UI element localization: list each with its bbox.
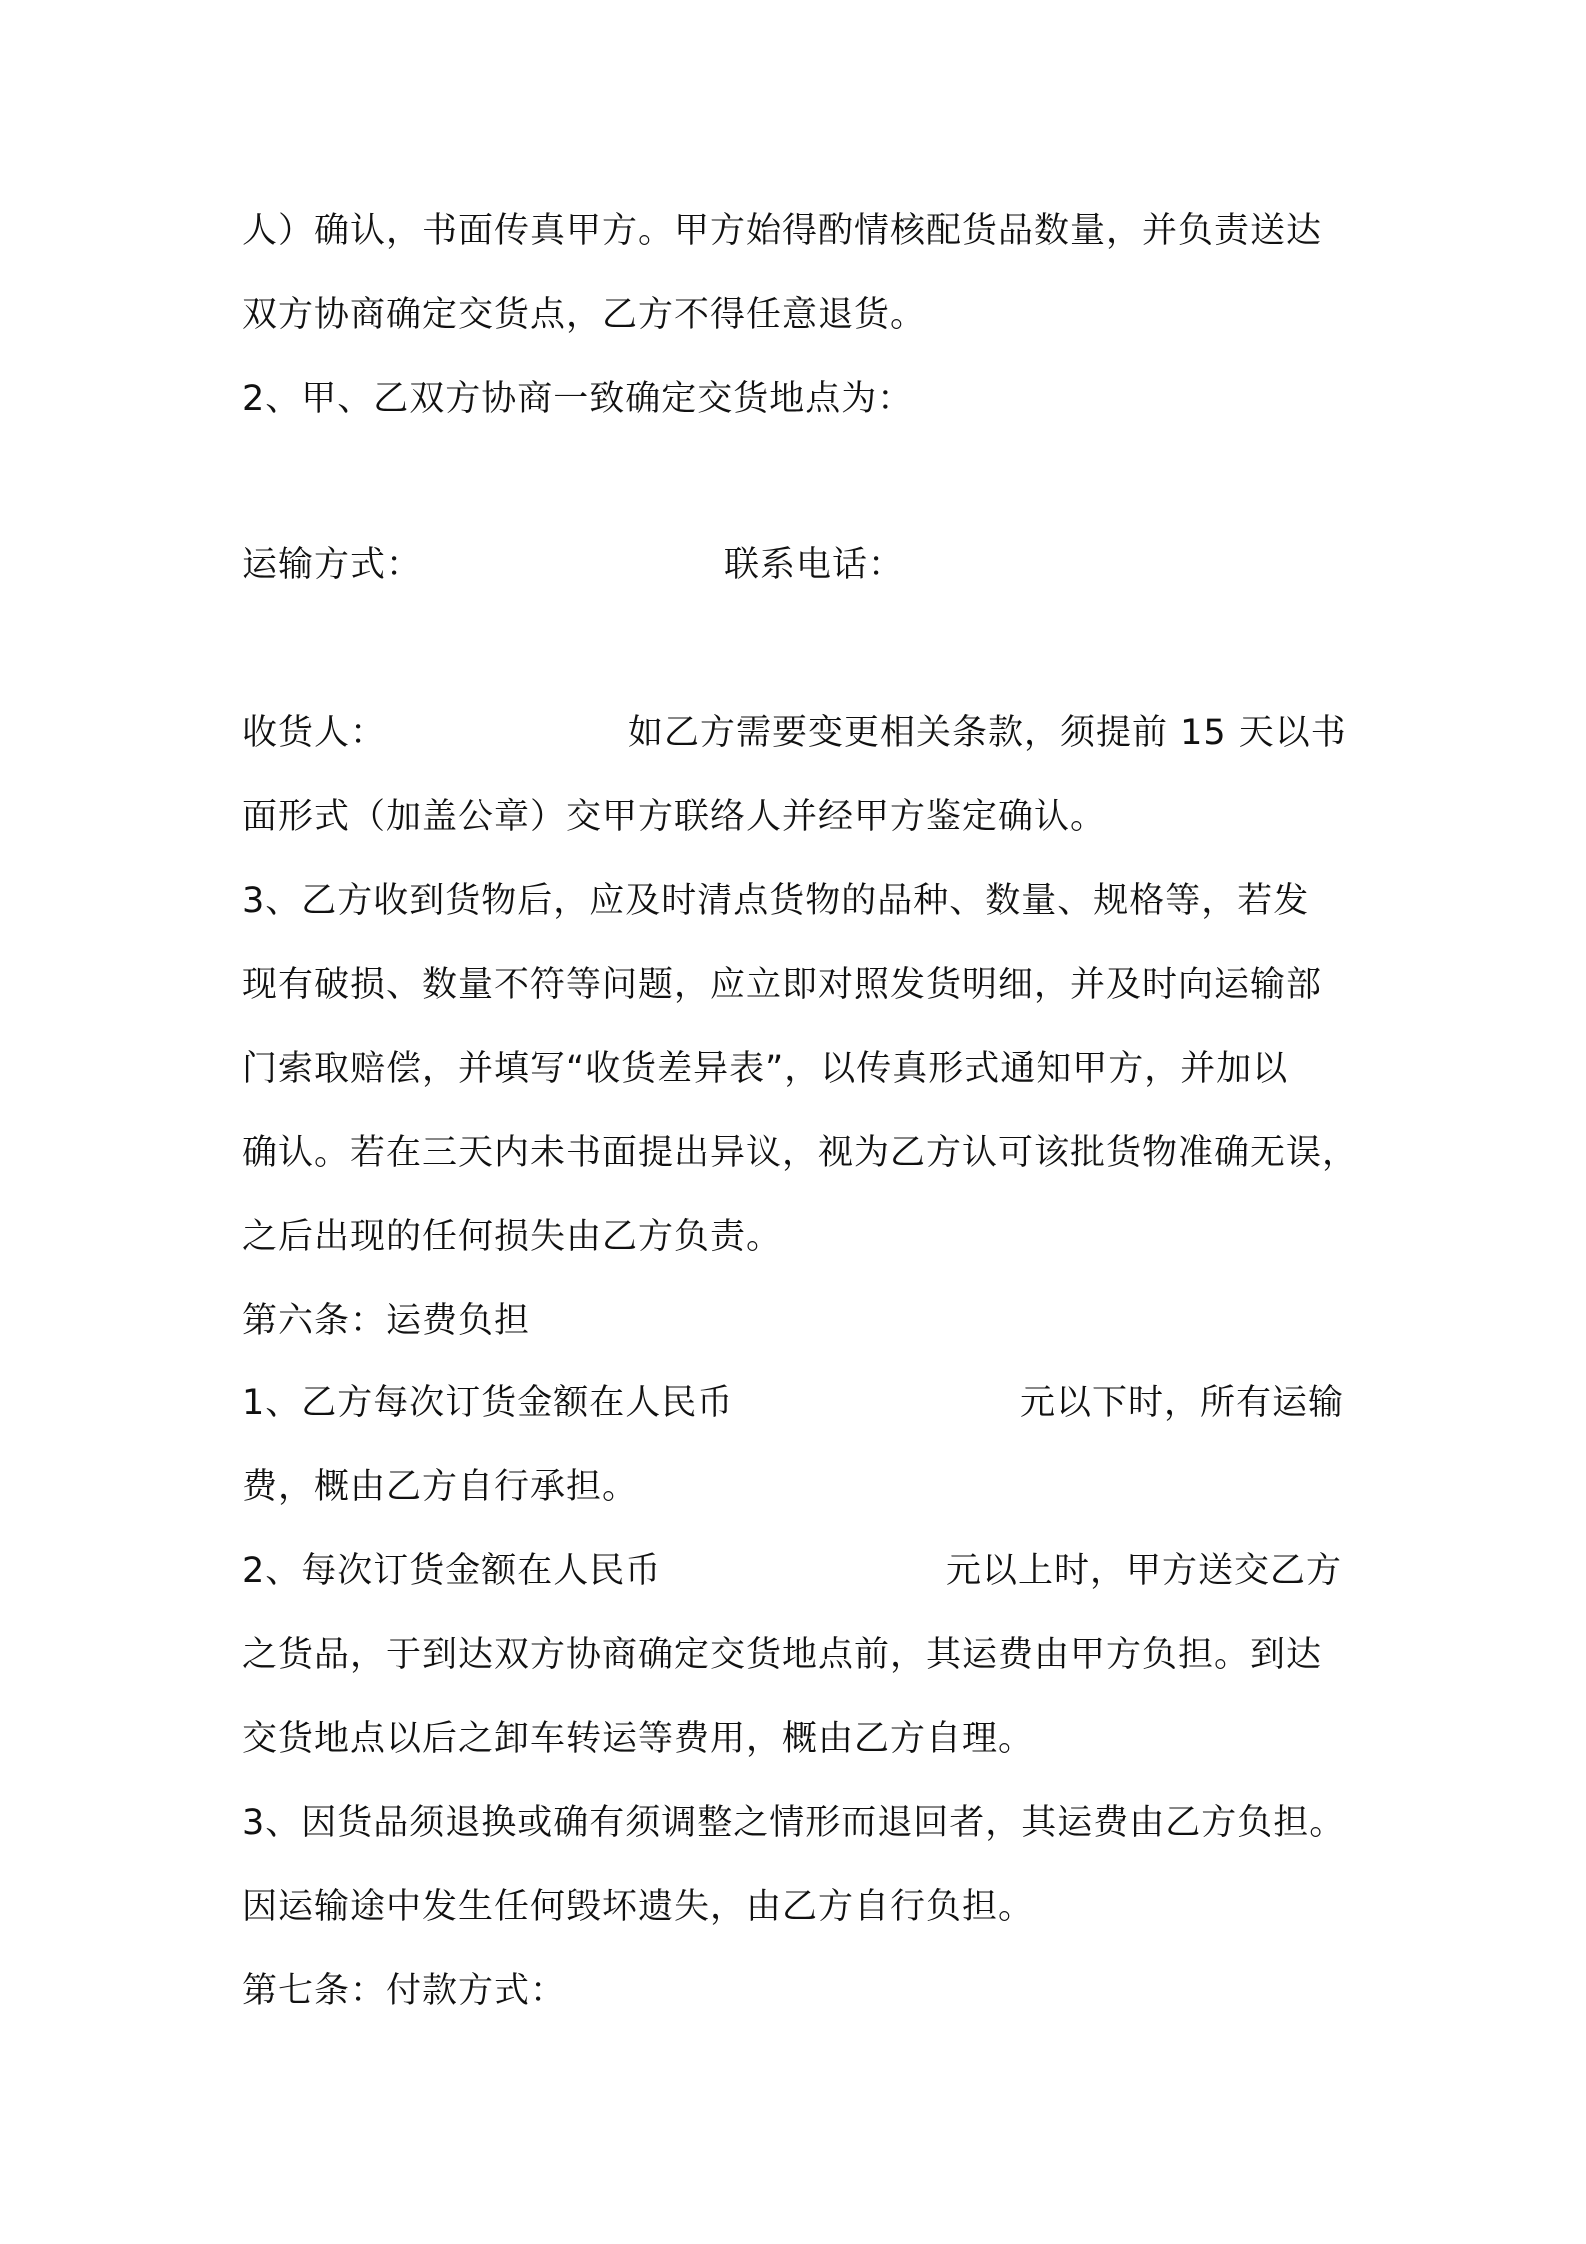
text-line: 3、因货品须退换或确有须调整之情形而退回者，其运费由乙方负担。 <box>242 1803 1346 1843</box>
text-line: 因运输途中发生任何毁坏遗失，由乙方自行负担。 <box>242 1887 1035 1927</box>
text-line: 3、乙方收到货物后，应及时清点货物的品种、数量、规格等，若发 <box>242 881 1310 921</box>
freight-clause-1-right: 元以下时，所有运输 <box>1020 1383 1345 1423</box>
change-clause: 如乙方需要变更相关条款，须提前 15 天以书 <box>628 713 1347 753</box>
section-heading: 第六条：运费负担 <box>242 1301 531 1341</box>
text-line: 现有破损、数量不符等问题，应立即对照发货明细，并及时向运输部 <box>242 965 1323 1005</box>
text-line: 确认。若在三天内未书面提出异议，视为乙方认可该批货物准确无误， <box>242 1133 1359 1173</box>
consignee-label: 收货人： <box>242 713 387 753</box>
text-line: 人）确认，书面传真甲方。甲方始得酌情核配货品数量，并负责送达 <box>242 211 1323 251</box>
freight-clause-2-left: 2、每次订货金额在人民币 <box>242 1551 662 1591</box>
text-line: 交货地点以后之卸车转运等费用，概由乙方自理。 <box>242 1719 1035 1759</box>
freight-clause-2-right: 元以上时，甲方送交乙方 <box>946 1551 1343 1591</box>
text-line: 2、甲、乙双方协商一致确定交货地点为： <box>242 379 914 419</box>
transport-label: 运输方式： <box>242 545 423 585</box>
text-line: 费，概由乙方自行承担。 <box>242 1467 639 1507</box>
section-heading: 第七条：付款方式： <box>242 1971 567 2011</box>
phone-label: 联系电话： <box>724 545 905 585</box>
text-line: 之货品，于到达双方协商确定交货地点前，其运费由甲方负担。到达 <box>242 1635 1323 1675</box>
freight-clause-1-left: 1、乙方每次订货金额在人民币 <box>242 1383 734 1423</box>
text-line: 之后出现的任何损失由乙方负责。 <box>242 1217 783 1257</box>
text-line: 门索取赔偿，并填写“收货差异表”，以传真形式通知甲方，并加以 <box>242 1049 1289 1089</box>
text-line: 面形式（加盖公章）交甲方联络人并经甲方鉴定确认。 <box>242 797 1107 837</box>
text-line: 双方协商确定交货点，乙方不得任意退货。 <box>242 295 927 335</box>
